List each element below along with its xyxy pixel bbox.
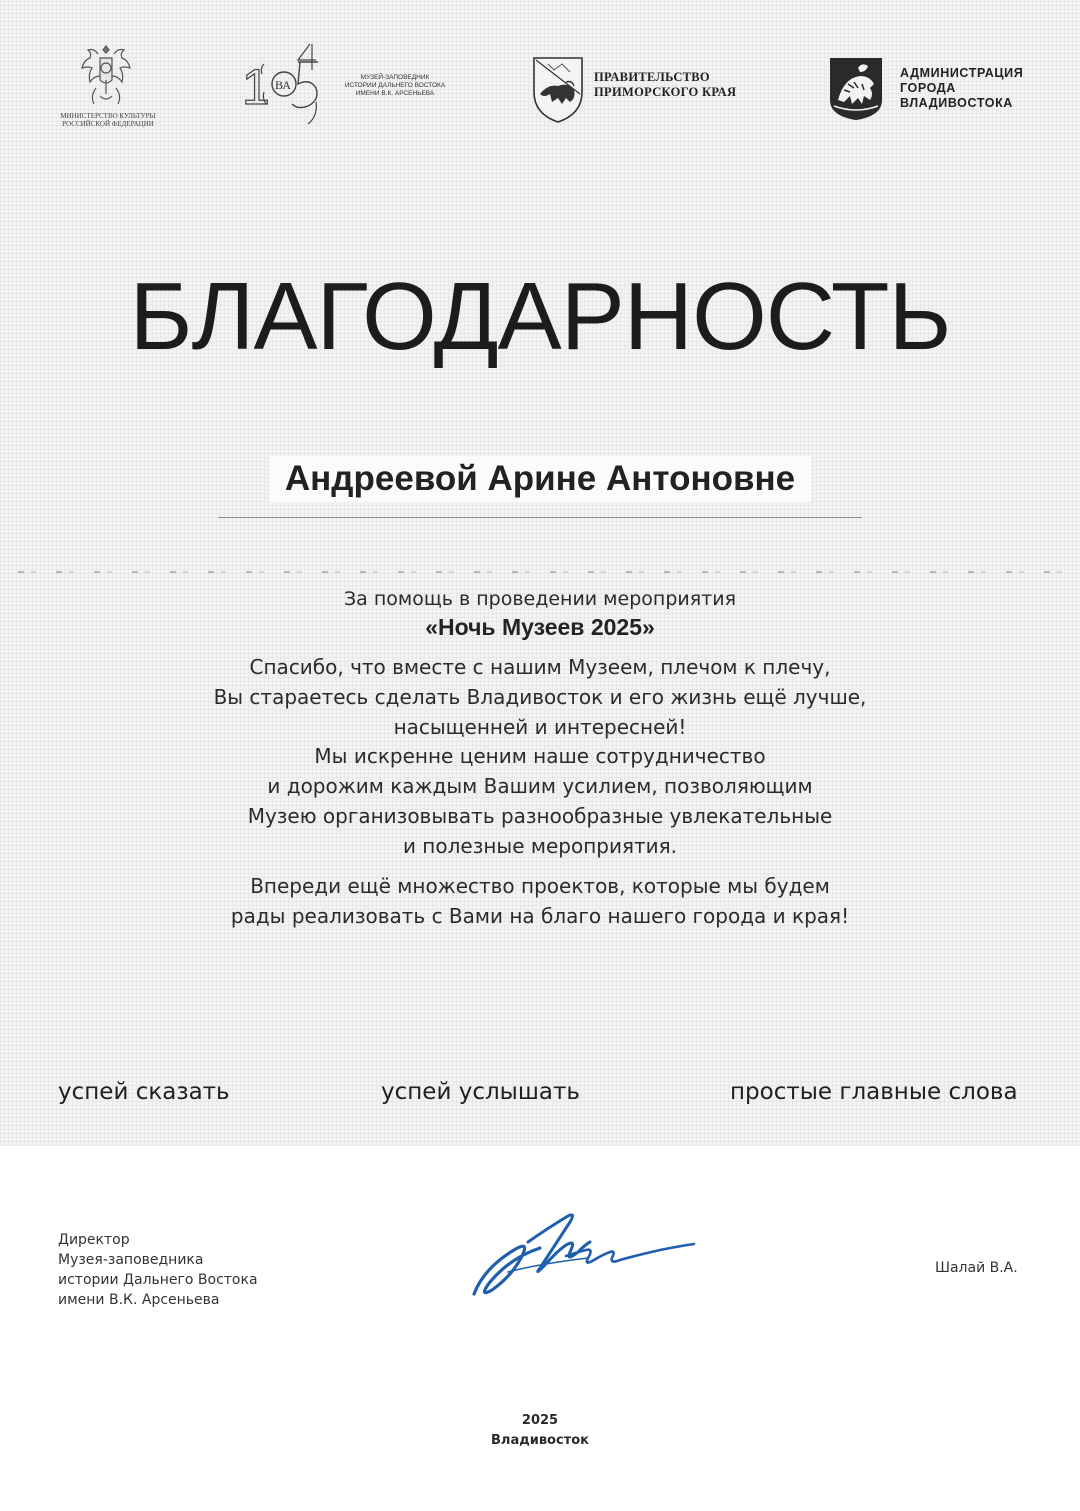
- handwritten-signature: [468, 1212, 702, 1308]
- ministry-label: МИНИСТЕРСТВО КУЛЬТУРЫ РОССИЙСКОЙ ФЕДЕРАЦИИ: [60, 112, 156, 128]
- primorye-label: ПРАВИТЕЛЬСТВО ПРИМОРСКОГО КРАЯ: [594, 70, 737, 99]
- thanks-paragraph-2: Впереди ещё множество проектов, которые мы будем рады реализовать с Вами на благо нашего города и края!: [230, 874, 850, 928]
- signer-name: Шалай В.А.: [935, 1260, 1018, 1276]
- slogan-2: успей услышать: [381, 1079, 580, 1105]
- footer-city: Владивосток: [491, 1433, 589, 1448]
- reason-text: За помощь в проведении мероприятия: [343, 588, 737, 610]
- signer-title: Директор Музея-заповедника истории Дальнего Востока имени В.К. Арсеньева: [58, 1232, 258, 1308]
- recipient-underline: [218, 517, 862, 518]
- vladivostok-administration-logo: [828, 56, 1048, 126]
- footer-year: 2025: [521, 1413, 559, 1428]
- primorye-government-logo: [530, 56, 760, 126]
- vladivostok-tiger-emblem-icon: [828, 56, 884, 122]
- slogan-3: простые главные слова: [730, 1079, 1018, 1105]
- thanks-paragraph-1: Спасибо, что вместе с нашим Музеем, плечом к плечу, Вы стараетесь сделать Владивосток и его жизнь ещё лучше, насыщенней и интересней! Мы искренне ценим наше сотрудничество и дорожим каждым Вашим усилием, позволяющим Музею организовывать разнообразные увлекательные и полезные мероприятия.: [213, 655, 867, 858]
- ministry-of-culture-logo: [56, 40, 160, 132]
- recipient-block: [0, 456, 1080, 502]
- museum-anniversary-logo: [242, 42, 452, 132]
- svg-text:1: 1: [242, 59, 270, 115]
- double-headed-eagle-icon: [78, 40, 134, 110]
- dotted-divider: [18, 571, 1073, 573]
- museum-135-logo-icon: [242, 42, 332, 128]
- event-name: «Ночь Музеев 2025»: [425, 614, 655, 640]
- primorye-coat-of-arms-icon: [530, 56, 586, 124]
- svg-text:ВА: ВА: [275, 78, 291, 92]
- certificate-title: БЛАГОДАРНОСТЬ: [129, 263, 951, 370]
- slogan-1: успей сказать: [58, 1079, 230, 1105]
- museum-label: МУЗЕЙ-ЗАПОВЕДНИК ИСТОРИИ ДАЛЬНЕГО ВОСТОКА ИМЕНИ В.К. АРСЕНЬЕВА: [344, 74, 446, 97]
- recipient-name: Андреевой Арине Антоновне: [269, 456, 811, 502]
- vladivostok-label: АДМИНИСТРАЦИЯ ГОРОДА ВЛАДИВОСТОКА: [900, 66, 1024, 110]
